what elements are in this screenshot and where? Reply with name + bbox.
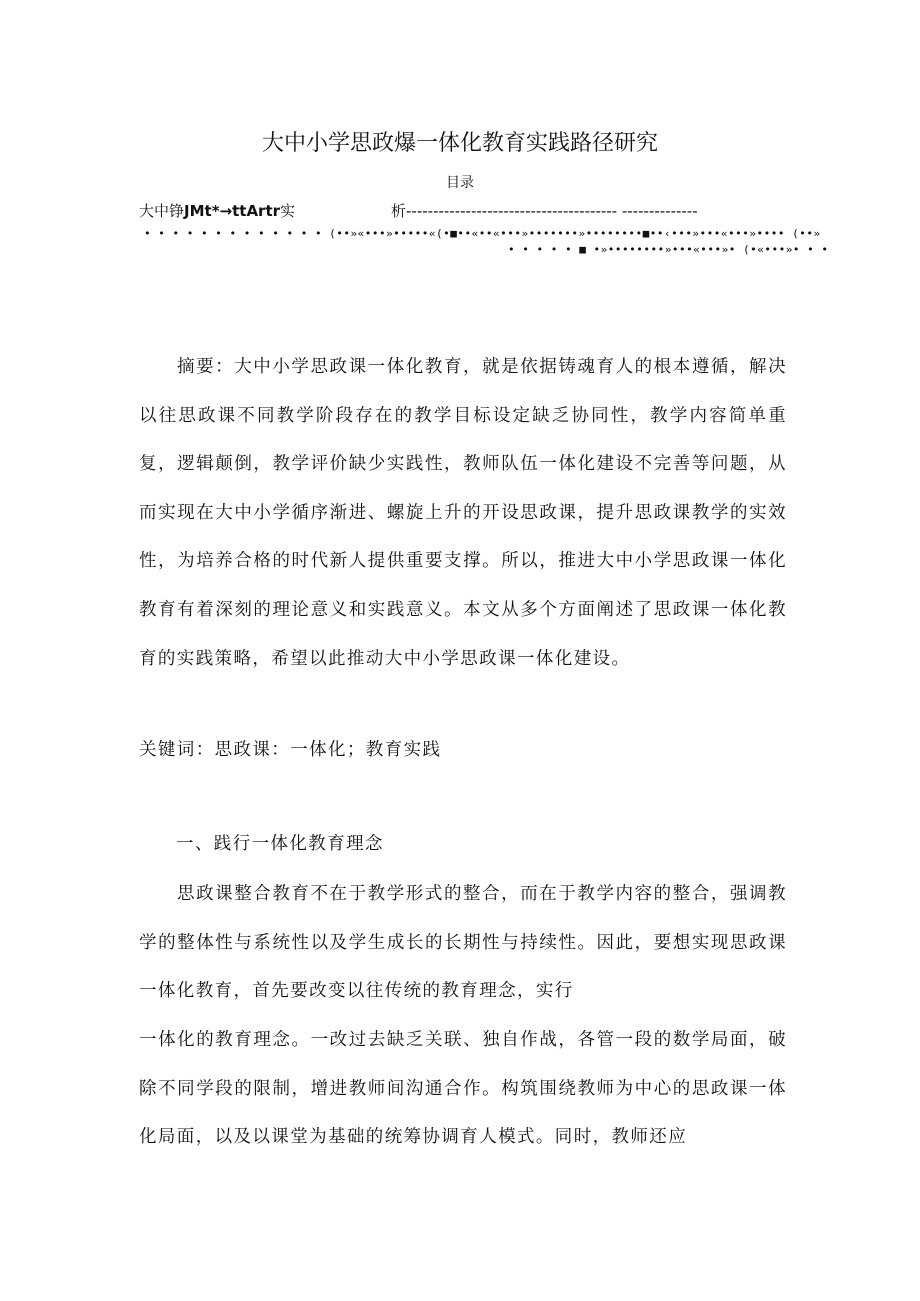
section-heading: 一、践行一体化教育理念 bbox=[176, 834, 384, 854]
toc-dot-leader-line: • • • • • ■ •»••••••••»•••«•••»• (•«•••»• • • bbox=[508, 243, 829, 256]
keywords-line: 关键词：思政课：一体化；教育实践 bbox=[139, 740, 442, 760]
document-title: 大中小学思政爆一体化教育实践路径研究 bbox=[261, 131, 658, 156]
toc-heading: 目录 bbox=[446, 175, 474, 191]
body-paragraph: 思政课整合教育不在于教学形式的整合，而在于教学内容的整合，强调教学的整体性与系统性以及学生成长的长期性与持续性。因此，要想实现思政课一体化教育，首先要改变以往传统的教育理念，实行 bbox=[139, 884, 787, 1002]
body-paragraph: 一体化的教育理念。一改过去缺乏关联、独自作战，各管一段的数学局面，破除不同学段的限制，增进教师间沟通合作。构筑围绕教师为中心的思政课一体化局面，以及以课堂为基础的统筹协调育人模式。同时，教师还应 bbox=[139, 1030, 787, 1148]
toc-entry[interactable] bbox=[139, 200, 784, 220]
toc-entry-leader: 析--------------------------------------- -------------- bbox=[391, 202, 698, 220]
toc-dot-leader-line: • • • • • • • • • • • • • (••»«•••»•••••«(•■••«••«•••»•••••••»••••••••■••‹•••»•••«•••»•••• (••» bbox=[144, 227, 821, 240]
abstract-paragraph: 摘要：大中小学思政课一体化教育，就是依据铸魂育人的根本遵循，解决以往思政课不同教学阶段存在的教学目标设定缺乏协同性，教学内容简单重复，逻辑颠倒，教学评价缺少实践性，教师队伍一体化建设不完善等问题，从而实现在大中小学循序渐进、螺旋上升的开设思政课，提升思政课教学的实效性，为培养合格的时代新人提供重要支撑。所以，推进大中小学思政课一体化教育有着深刻的理论意义和实践意义。本文从多个方面阐述了思政课一体化教育的实践策略，希望以此推动大中小学思政课一体化建设。 bbox=[139, 357, 787, 669]
toc-entry-prefix: 大中铮 bbox=[139, 202, 185, 220]
toc-entry-prefix-end: 实 bbox=[280, 202, 296, 220]
toc-entry-garbled-text: JMt*→ttArtr bbox=[184, 202, 281, 220]
